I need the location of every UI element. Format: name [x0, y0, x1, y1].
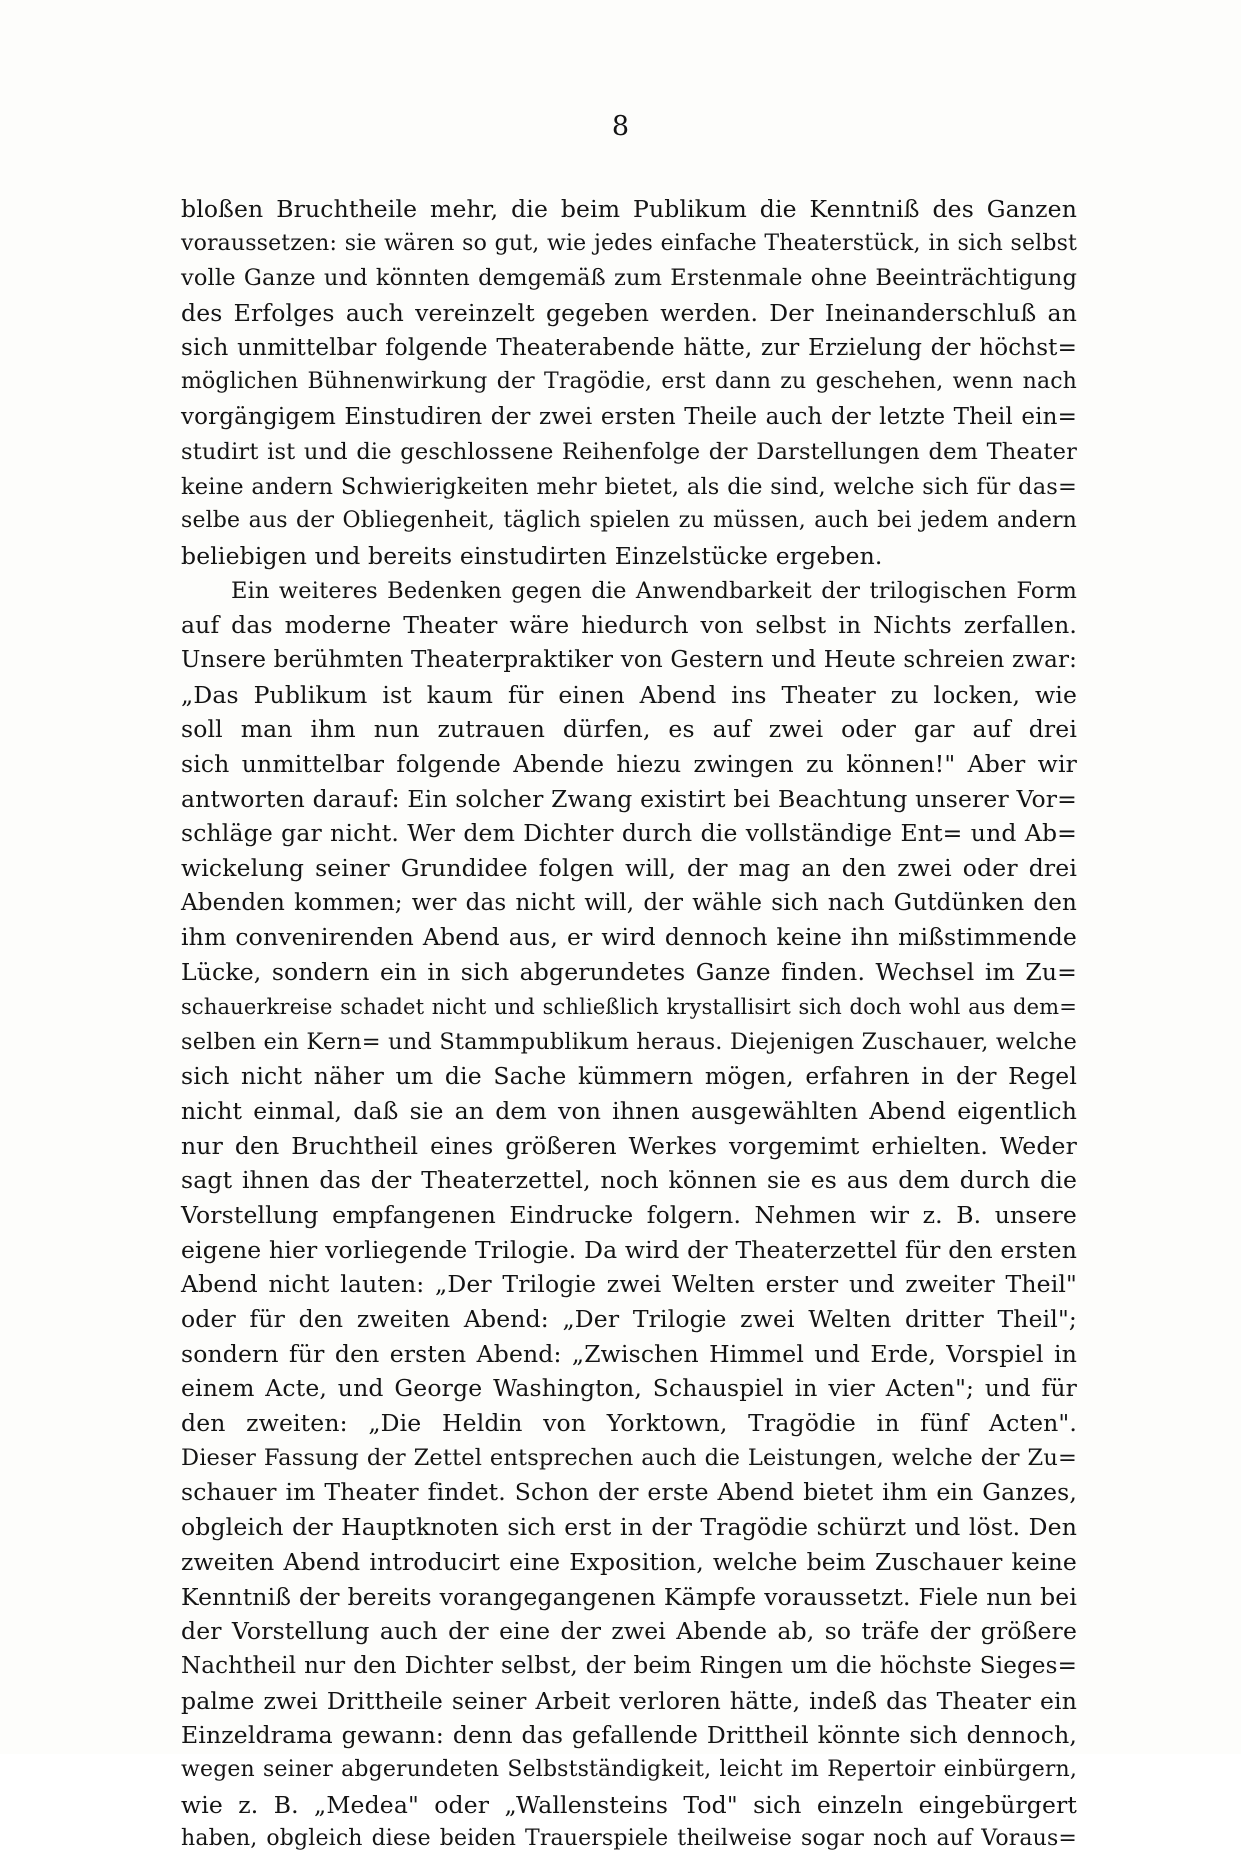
text-line: Kenntniß der bereits vorangegangenen Kämpfe voraussetzt. Fiele nun bei	[181, 1582, 1077, 1611]
text-line: selbe aus der Obliegenheit, täglich spielen zu müssen, auch bei jedem andern	[181, 508, 1077, 534]
text-line: ihm convenirenden Abend aus, er wird dennoch keine ihn mißstimmende	[181, 923, 1077, 952]
text-line: der Vorstellung auch der eine der zwei Abende ab, so träfe der größere	[181, 1617, 1077, 1646]
text-line: Nachtheil nur den Dichter selbst, der beim Ringen um die höchste Sieges=	[181, 1652, 1077, 1679]
text-line: zweiten Abend introducirt eine Exposition, welche beim Zuschauer keine	[181, 1547, 1077, 1576]
text-line: obgleich der Hauptknoten sich erst in der Tragödie schürzt und löst. Den	[181, 1513, 1077, 1542]
body-text	[181, 192, 1077, 1857]
text-line: Dieser Fassung der Zettel entsprechen auch die Leistungen, welche der Zu=	[181, 1444, 1077, 1471]
text-line: voraussetzen: sie wären so gut, wie jedes einfache Theaterstück, in sich selbst	[181, 230, 1077, 256]
text-line: sagt ihnen das der Theaterzettel, noch können sie es aus dem durch die	[181, 1166, 1077, 1195]
text-line: den zweiten: „Die Heldin von Yorktown, Tragödie in fünf Acten".	[181, 1409, 1077, 1438]
text-line: antworten darauf: Ein solcher Zwang existirt bei Beachtung unserer Vor=	[181, 784, 1077, 813]
text-line: Einzeldrama gewann: denn das gefallende Drittheil könnte sich dennoch,	[181, 1721, 1077, 1750]
text-line: haben, obgleich diese beiden Trauerspiele theilweise sogar noch auf Voraus=	[181, 1826, 1077, 1852]
text-line: einem Acte, und George Washington, Schauspiel in vier Acten"; und für	[181, 1374, 1077, 1403]
text-line: soll man ihm nun zutrauen dürfen, es auf zwei oder gar auf drei	[181, 715, 1077, 744]
text-line: eigene hier vorliegende Trilogie. Da wird der Theaterzettel für den ersten	[181, 1235, 1077, 1264]
text-line: oder für den zweiten Abend: „Der Trilogie zwei Welten dritter Theil";	[181, 1305, 1077, 1333]
text-line: nicht einmal, daß sie an dem von ihnen ausgewählten Abend eigentlich	[181, 1096, 1077, 1125]
text-line: wickelung seiner Grundidee folgen will, der mag an den zwei oder drei	[181, 854, 1077, 883]
text-line: schauer im Theater findet. Schon der erste Abend bietet ihm ein Ganzes,	[181, 1478, 1077, 1507]
text-line: keine andern Schwierigkeiten mehr bietet, als die sind, welche sich für das=	[181, 473, 1077, 500]
text-line: palme zwei Drittheile seiner Arbeit verloren hätte, indeß das Theater ein	[181, 1686, 1077, 1715]
text-line: Abenden kommen; wer das nicht will, der wähle sich nach Gutdünken den	[181, 889, 1077, 916]
text-line: bloßen Bruchtheile mehr, die beim Publikum die Kenntniß des Ganzen	[181, 195, 1077, 223]
text-line: studirt ist und die geschlossene Reihenfolge der Darstellungen dem Theater	[181, 438, 1077, 465]
text-line: schläge gar nicht. Wer dem Dichter durch die vollständige Ent= und Ab=	[181, 819, 1077, 848]
text-line: wie z. B. „Medea" oder „Wallensteins Tod" sich einzeln eingebürgert	[181, 1790, 1077, 1819]
text-line: sich unmittelbar folgende Abende hiezu zwingen zu können!" Aber wir	[181, 750, 1077, 778]
text-line: schauerkreise schadet nicht und schließlich krystallisirt sich doch wohl aus dem=	[181, 994, 1077, 1019]
text-line: Lücke, sondern ein in sich abgerundetes Ganze finden. Wechsel im Zu=	[181, 958, 1077, 987]
text-line: sich unmittelbar folgende Theaterabende hätte, zur Erzielung der höchst=	[181, 334, 1077, 361]
text-line: volle Ganze und könnten demgemäß zum Erstenmale ohne Beeinträchtigung	[181, 265, 1077, 292]
text-line: wegen seiner abgerundeten Selbstständigkeit, leicht im Repertoir einbürgern,	[181, 1756, 1077, 1782]
text-line: möglichen Bühnenwirkung der Tragödie, erst dann zu geschehen, wenn nach	[181, 369, 1077, 395]
text-line: sich nicht näher um die Sache kümmern mögen, erfahren in der Regel	[181, 1062, 1077, 1091]
text-line: Vorstellung empfangenen Eindrucke folgern. Nehmen wir z. B. unsere	[181, 1200, 1077, 1229]
page-number: 8	[611, 111, 630, 142]
text-line: sondern für den ersten Abend: „Zwischen Himmel und Erde, Vorspiel in	[181, 1339, 1077, 1368]
text-line: auf das moderne Theater wäre hiedurch von selbst in Nichts zerfallen.	[181, 611, 1077, 640]
text-line: vorgängigem Einstudiren der zwei ersten Theile auch der letzte Theil ein=	[181, 404, 1077, 431]
text-line: Unsere berühmten Theaterpraktiker von Gestern und Heute schreien zwar:	[181, 646, 1077, 673]
text-line: Ein weiteres Bedenken gegen die Anwendbarkeit der trilogischen Form	[231, 577, 1077, 604]
text-line: selben ein Kern= und Stammpublikum heraus. Diejenigen Zuschauer, welche	[181, 1028, 1077, 1055]
text-line: Abend nicht lauten: „Der Trilogie zwei Welten erster und zweiter Theil"	[181, 1270, 1077, 1299]
text-line: beliebigen und bereits einstudirten Einzelstücke ergeben.	[181, 541, 883, 570]
text-line: nur den Bruchtheil eines größeren Werkes vorgemimt erhielten. Weder	[181, 1131, 1077, 1160]
text-line: des Erfolges auch vereinzelt gegeben werden. Der Ineinanderschluß an	[181, 299, 1077, 328]
text-line: „Das Publikum ist kaum für einen Abend ins Theater zu locken, wie	[181, 680, 1077, 709]
